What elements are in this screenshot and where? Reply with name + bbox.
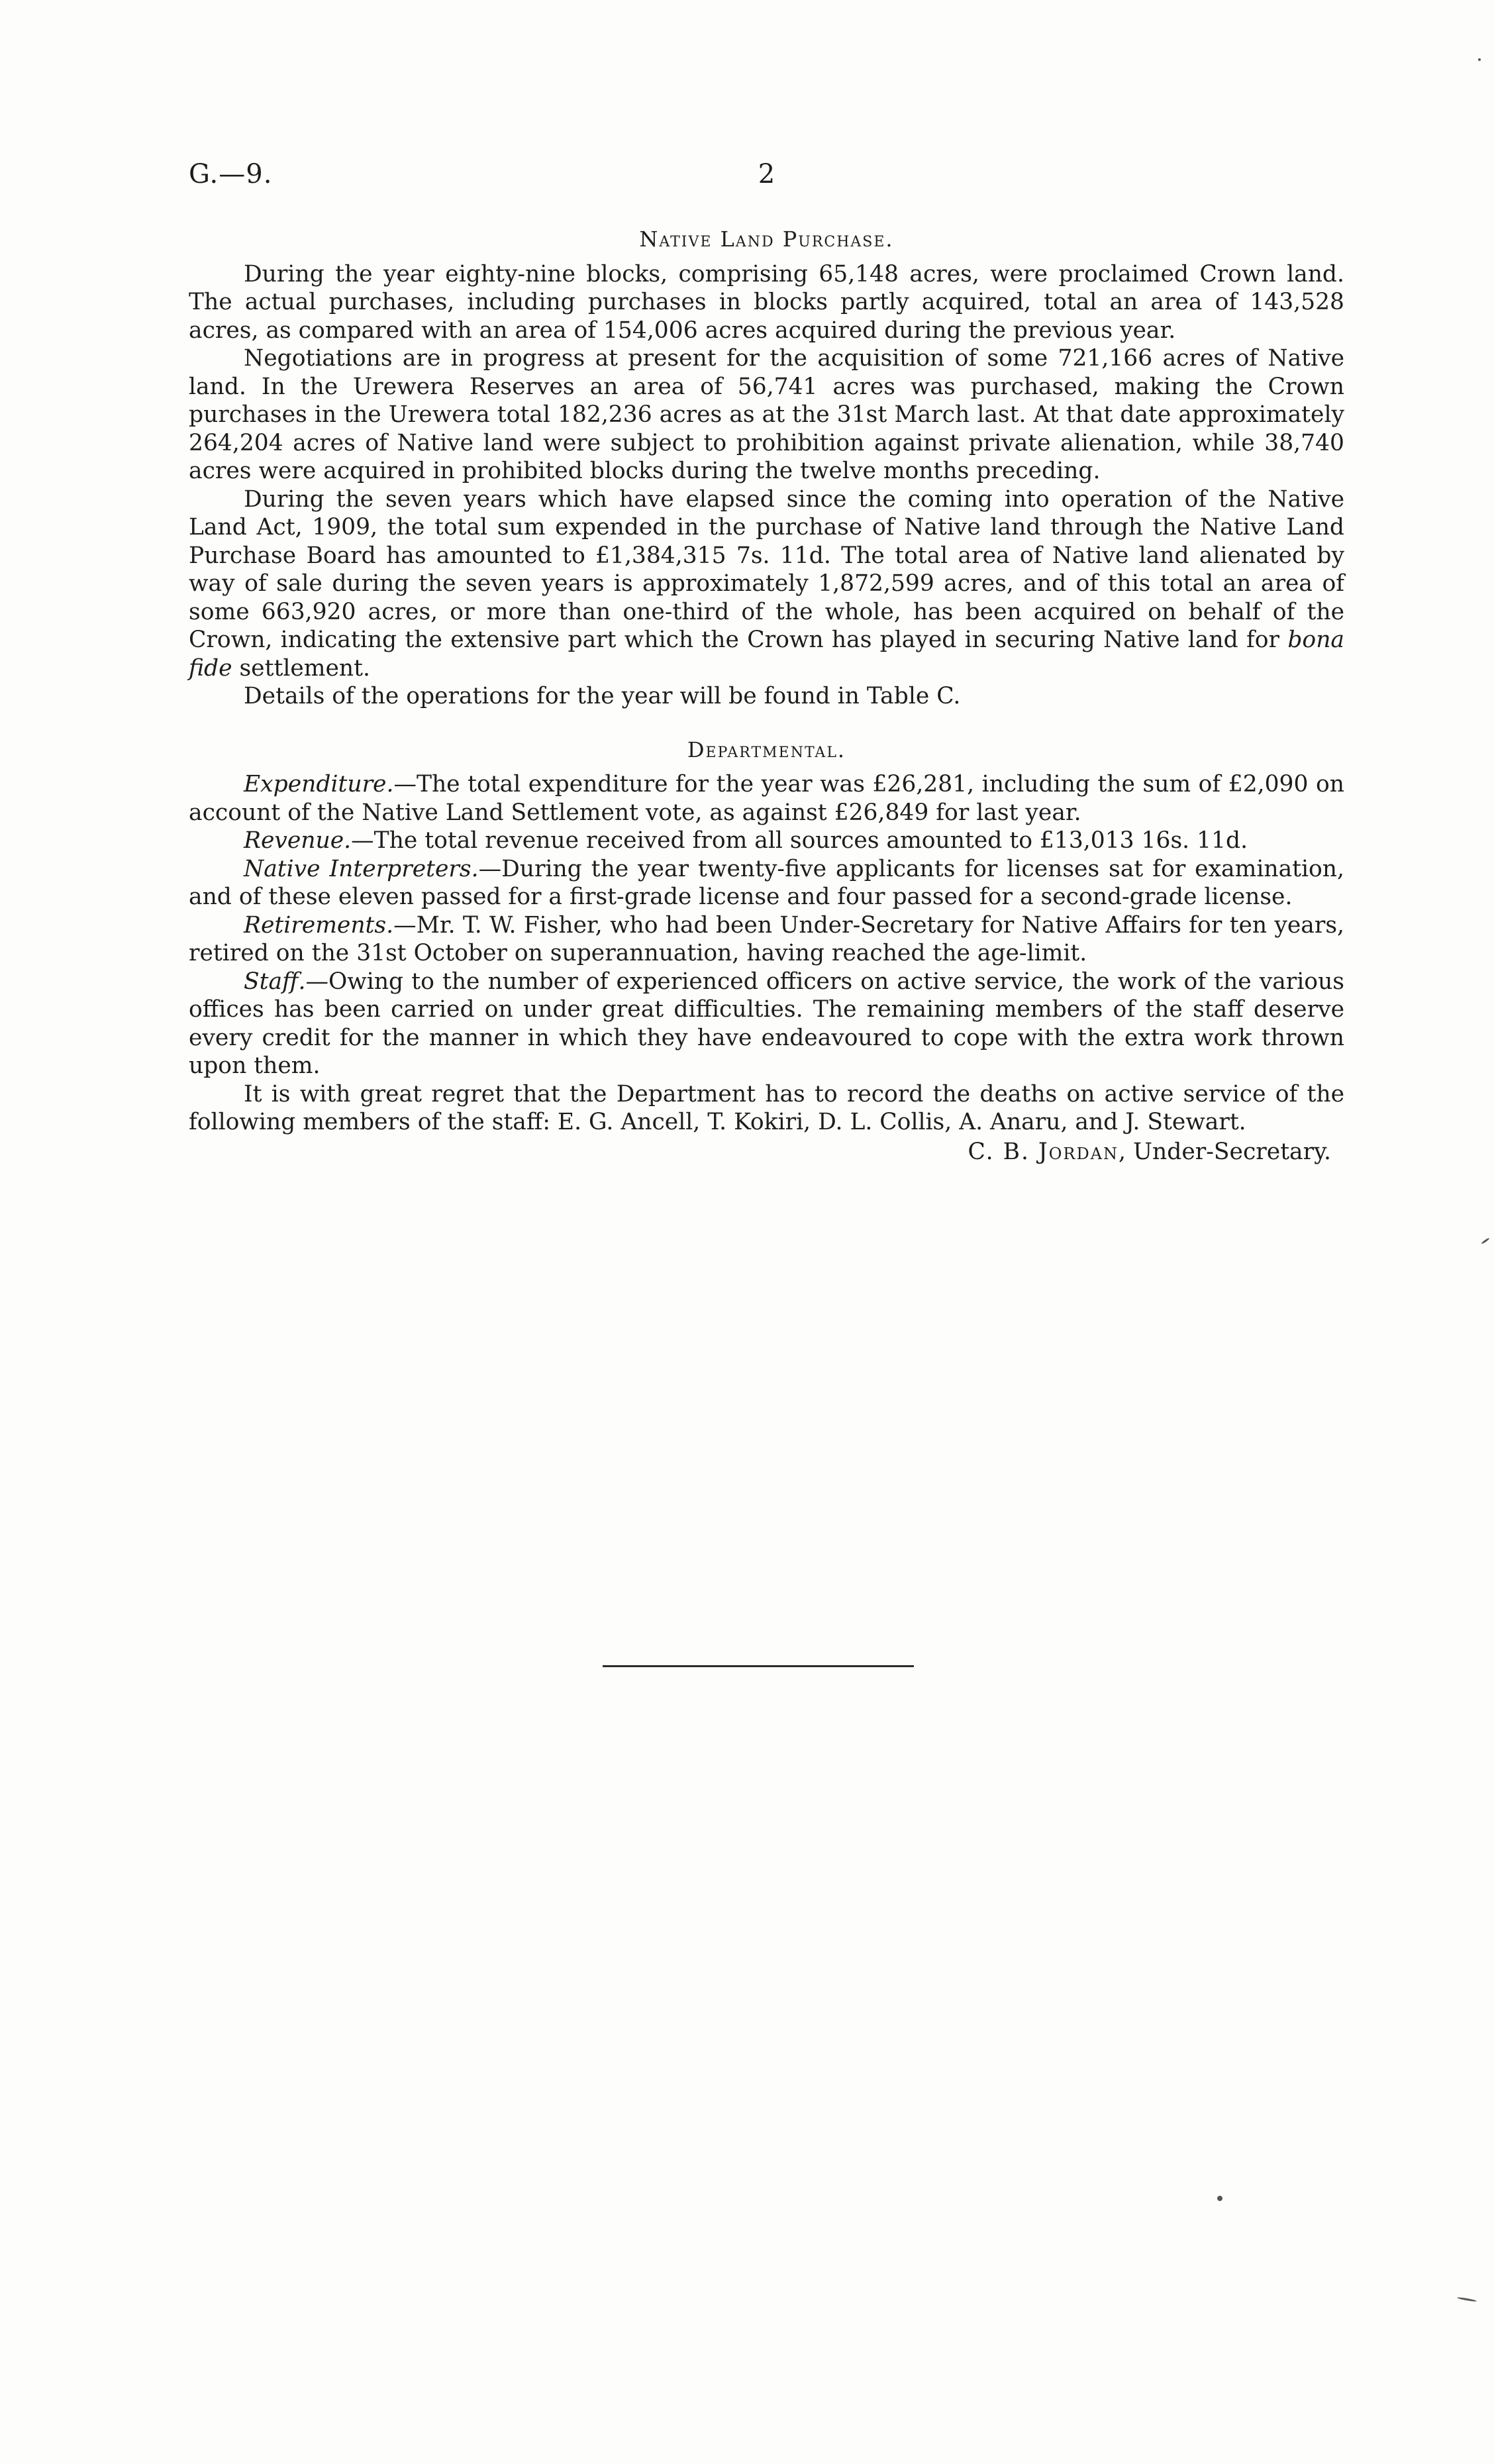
section-heading-native-land-purchase: Native Land Purchase. [639, 227, 894, 252]
scan-speck [1481, 1237, 1489, 1244]
retirements-label: Retirements. [244, 911, 394, 939]
page-number: 2 [758, 159, 775, 189]
signature-line [189, 1138, 1344, 1166]
signatory-title: , Under-Secretary. [1119, 1138, 1331, 1165]
scan-speck [1217, 2196, 1222, 2201]
paragraph-native-interpreters [189, 855, 1344, 911]
document-reference: G.—9. [189, 159, 273, 189]
paragraph-negotiations: Negotiations are in progress at present for the acquisition of some 721,166 acres of Native land. In the Urewera Reserves an area of 56,741 acres was purchased, making the Crown purchases in the Urewera total 182,236 acres as at the 31st March last. At that date approximately 264,204 acres of Native land were subject to prohibition against private alienation, while 38,740 acres were acquired in prohibited blocks during the twelve months preceding. [189, 345, 1344, 484]
expenditure-text: —The total expenditure for the year was £26,281, including the sum of £2,090 on account of the Native Land Settlement vote, as against £26,849 for last year. [189, 771, 1344, 826]
retirements-text: —Mr. T. W. Fisher, who had been Under-Secretary for Native Affairs for ten years, retired on the 31st October on superannuation, having reached the age-limit. [189, 911, 1344, 966]
staff-label: Staff. [244, 968, 306, 995]
seven-years-text: During the seven years which have elapsed since the coming into operation of the Native Land Act, 1909, the total sum expended in the purchase of Native land through the Native Land Purchase Board has amounted to £1,384,315 7s. 11d. The total area of Native land alienated by way of sale during the seven years is approximately 1,872,599 acres, and of this total an area of some 663,920 acres, or more than one-third of the whole, has been acquired on behalf of the Crown, indicating the extensive part which the Crown has played in securing Native land for [189, 486, 1344, 653]
bona-fide-italic: bona fide [189, 627, 1344, 682]
seven-years-text-end: settlement. [232, 654, 370, 682]
paragraph-deaths: It is with great regret that the Department has to record the deaths on active service of the following members of the staff: E. G. Ancell, T. Kokiri, D. L. Collis, A. Anaru, and J. Stewart. [189, 1080, 1344, 1135]
page-header [189, 159, 1344, 199]
paragraph-expenditure [189, 770, 1344, 827]
scan-speck [1457, 2296, 1477, 2302]
interpreters-label: Native Interpreters. [244, 855, 479, 882]
revenue-label: Revenue. [244, 827, 352, 854]
paragraph-staff [189, 968, 1344, 1080]
expenditure-label: Expenditure. [244, 771, 394, 797]
revenue-text: —The total revenue received from all sources amounted to £13,013 16s. 11d. [351, 827, 1248, 854]
paragraph-retirements [189, 911, 1344, 968]
paragraph-table-c: Details of the operations for the year will be found in Table C. [244, 683, 961, 709]
paragraph-seven-years [189, 486, 1344, 683]
interpreters-text: —During the year twenty-five applicants for licenses sat for examination, and of these eleven passed for a first-grade license and four passed for a second-grade license. [189, 855, 1344, 910]
section-heading-departmental: Departmental. [687, 737, 846, 762]
staff-text: —Owing to the number of experienced officers on active service, the work of the various offices has been carried on under great difficulties. The remaining members of the staff deserve every credit for the manner in which they have endeavoured to cope with the extra work thrown upon them. [189, 968, 1344, 1079]
document-body [189, 225, 1344, 1166]
paragraph-blocks-proclaimed: During the year eighty-nine blocks, comprising 65,148 acres, were proclaimed Crown land. The actual purchases, including purchases in blocks partly acquired, total an area of 143,528 acres, as compared with an area of 154,006 acres acquired during the previous year. [189, 260, 1344, 344]
scan-speck [1478, 58, 1481, 61]
signatory-name: C. B. Jordan [968, 1138, 1119, 1165]
closing-rule [603, 1665, 914, 1667]
paragraph-revenue [189, 827, 1344, 855]
